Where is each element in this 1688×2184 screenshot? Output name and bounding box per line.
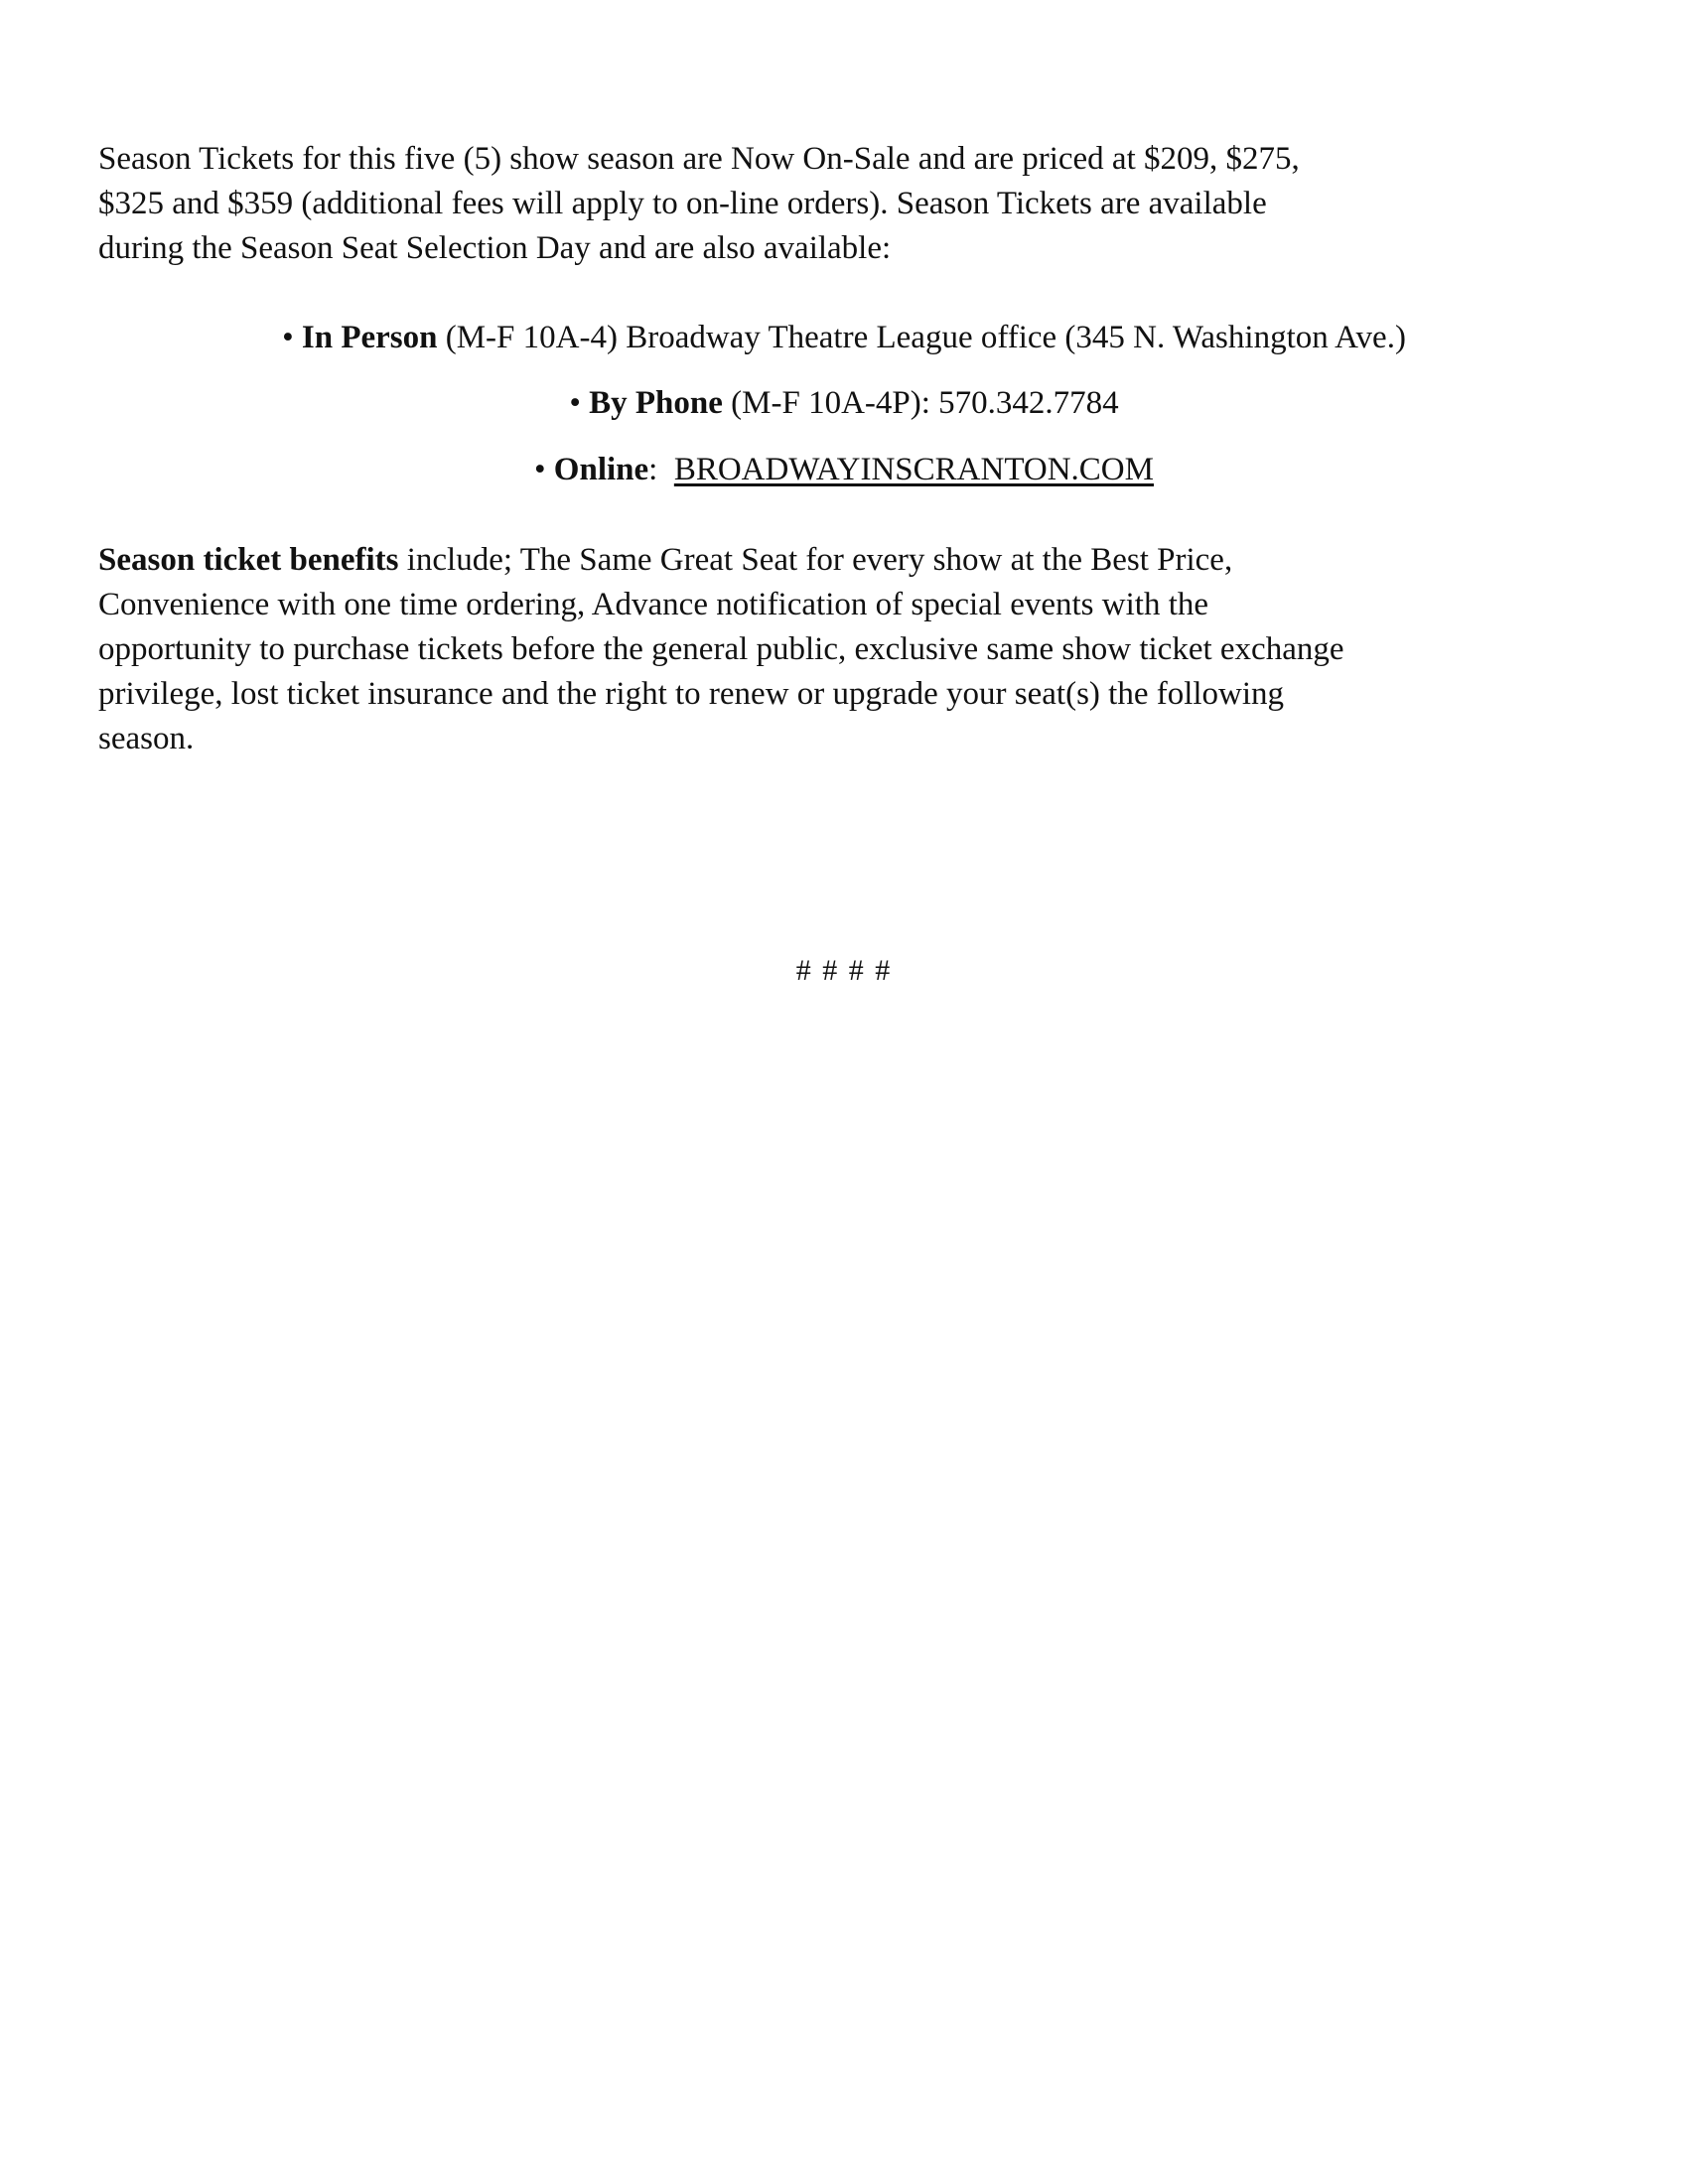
by-phone-detail: (M-F 10A-4P): 570.342.7784 <box>722 385 1119 421</box>
in-person-option <box>0 316 1688 360</box>
intro-line: $325 and $359 (additional fees will apply to on-line orders). Season Tickets are available <box>98 186 1267 221</box>
benefits-heading: Season ticket benefits <box>98 542 399 578</box>
in-person-label: In Person <box>301 320 438 355</box>
benefits-line: Convenience with one time ordering, Advance notification of special events with the <box>98 587 1209 622</box>
by-phone-label: By Phone <box>589 385 723 421</box>
season-tickets-intro-paragraph <box>98 137 1588 271</box>
season-benefits-paragraph <box>98 538 1588 761</box>
benefits-first-line-text: include; The Same Great Seat for every show at the Best Price, <box>398 542 1233 578</box>
online-option <box>0 448 1688 492</box>
bullet-mark: • <box>282 320 294 355</box>
intro-line: Season Tickets for this five (5) show season are Now On-Sale and are priced at $209, $275, <box>98 141 1300 177</box>
bullet-mark: • <box>533 452 546 487</box>
benefits-line: season. <box>98 721 195 756</box>
bullet-mark: • <box>569 385 581 421</box>
benefits-line: opportunity to purchase tickets before the general public, exclusive same show ticket exchange <box>98 631 1344 667</box>
broadway-website-link[interactable]: BROADWAYINSCRANTON.COM <box>673 452 1154 487</box>
benefits-line: privilege, lost ticket insurance and the right to renew or upgrade your seat(s) the following <box>98 676 1285 712</box>
by-phone-option <box>0 381 1688 426</box>
in-person-detail: (M-F 10A-4) Broadway Theatre League office (345 N. Washington Ave.) <box>437 320 1406 355</box>
online-separator: : <box>648 452 674 487</box>
intro-line: during the Season Seat Selection Day and are also available: <box>98 230 892 266</box>
end-of-release-mark: # # # # <box>795 954 893 987</box>
benefits-line <box>98 538 1588 583</box>
online-label: Online <box>553 452 649 487</box>
